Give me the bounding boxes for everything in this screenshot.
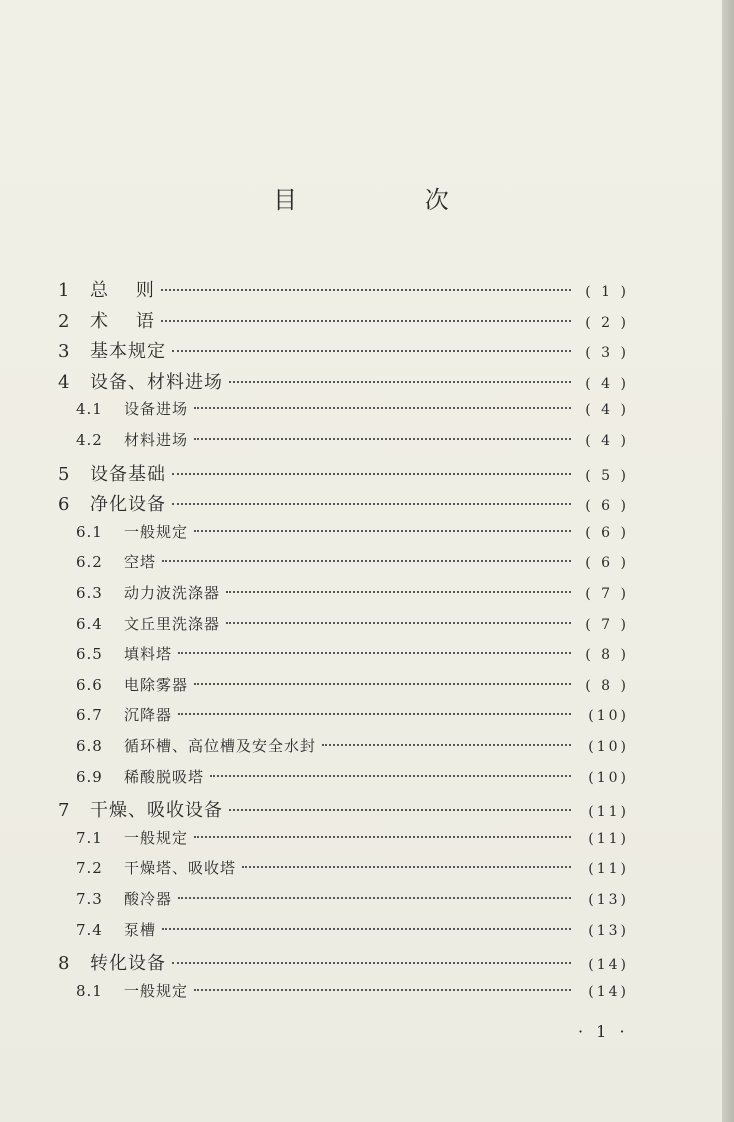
toc-entry-page: ( 4 ) [585, 433, 629, 449]
dot-leader [226, 591, 571, 593]
page-edge [722, 0, 734, 1122]
toc-entry[interactable] [76, 521, 629, 547]
toc-entry-number: 6.1 [76, 522, 103, 541]
toc-entry-label: 动力波洗涤器 [124, 584, 221, 602]
dot-leader [161, 289, 571, 291]
toc-entry[interactable] [76, 643, 629, 669]
toc-entry-page: ( 6 ) [585, 524, 629, 541]
toc-entry-label: 干燥、吸收设备 [90, 800, 223, 822]
dot-leader [226, 622, 571, 624]
toc-entry-label: 总 则 [90, 280, 155, 301]
dot-leader [162, 560, 571, 562]
toc-entry-page: ( 4 ) [585, 375, 629, 392]
toc-entry-page: ( 8 ) [585, 647, 629, 664]
dot-leader [229, 381, 571, 383]
toc-entry-label: 循环槽、高位槽及安全水封 [124, 737, 317, 755]
toc-entry-page: ( 4 ) [585, 402, 629, 419]
toc-entry[interactable] [58, 307, 629, 333]
toc-entry-number: 5 [58, 463, 70, 485]
toc-entry-label: 泵槽 [124, 920, 157, 939]
toc-entry-label: 一般规定 [124, 828, 189, 847]
toc-entry-number: 7.4 [76, 920, 103, 939]
toc-entry-label: 设备进场 [124, 400, 189, 419]
toc-entry-page: (11) [588, 830, 629, 847]
toc-entry-number: 4.1 [76, 400, 103, 419]
toc-entry-number: 6.2 [76, 553, 103, 572]
toc-entry-label: 稀酸脱吸塔 [124, 767, 205, 786]
dot-leader [178, 897, 571, 899]
dot-leader [162, 928, 571, 930]
toc-entry-number: 6.9 [76, 767, 103, 786]
toc-entry[interactable] [76, 613, 629, 639]
toc-entry-number: 6.6 [76, 675, 103, 694]
page-title: 目 次 [273, 186, 509, 214]
toc-entry-page: ( 1 ) [585, 284, 629, 300]
toc-entry-page: ( 8 ) [585, 677, 629, 694]
toc-entry[interactable] [76, 735, 629, 761]
dot-leader [194, 438, 571, 440]
toc-entry-label: 文丘里洗涤器 [124, 614, 221, 633]
toc-entry[interactable] [76, 857, 629, 883]
toc-entry-number: 7.3 [76, 890, 103, 908]
toc-entry-label: 术 语 [90, 310, 155, 332]
toc-entry-page: ( 2 ) [585, 314, 629, 331]
toc-entry-label: 设备、材料进场 [90, 371, 223, 393]
toc-entry-label: 设备基础 [90, 463, 166, 485]
dot-leader [242, 866, 571, 868]
dot-leader [194, 989, 571, 991]
toc-entry[interactable] [58, 276, 629, 302]
dot-leader [161, 320, 571, 322]
toc-entry-number: 6 [58, 494, 70, 516]
toc-entry-number: 1 [58, 280, 70, 301]
toc-entry-number: 8 [58, 953, 70, 975]
toc-entry[interactable] [76, 766, 629, 792]
dot-leader [172, 503, 571, 505]
dot-leader [194, 836, 571, 838]
toc-entry-number: 6.4 [76, 614, 103, 633]
page-number: · 1 · [578, 1022, 629, 1041]
toc-entry[interactable] [58, 337, 629, 363]
toc-entry[interactable] [76, 674, 629, 700]
dot-leader [172, 350, 571, 352]
dot-leader [172, 473, 571, 475]
toc-entry[interactable] [76, 980, 629, 1006]
toc-entry-label: 填料塔 [124, 645, 173, 664]
dot-leader [194, 530, 571, 532]
toc-entry-page: ( 6 ) [585, 555, 629, 572]
toc-entry-label: 一般规定 [124, 981, 189, 1000]
toc-entry[interactable] [58, 796, 629, 822]
dot-leader [322, 744, 571, 746]
toc-entry-label: 电除雾器 [124, 675, 189, 694]
toc-entry-number: 2 [58, 310, 70, 332]
toc-entry[interactable] [58, 368, 629, 394]
toc-entry-number: 6.3 [76, 584, 103, 602]
toc-entry-label: 净化设备 [90, 494, 166, 516]
toc-entry[interactable] [76, 827, 629, 853]
toc-entry-label: 材料进场 [124, 431, 189, 449]
toc-entry-page: ( 6 ) [585, 498, 629, 515]
toc-entry-page: (10) [588, 769, 629, 786]
toc-entry-number: 7.1 [76, 828, 103, 847]
toc-entry-label: 沉降器 [124, 706, 173, 725]
toc-entry-number: 7.2 [76, 859, 103, 878]
toc-entry[interactable] [76, 919, 629, 945]
toc-entry-number: 4.2 [76, 431, 103, 449]
toc-entry-label: 空塔 [124, 553, 157, 572]
toc-entry-page: (13) [588, 922, 629, 939]
toc-entry-number: 3 [58, 341, 70, 363]
toc-entry-page: (10) [588, 739, 629, 755]
toc-entry-number: 6.8 [76, 737, 103, 755]
toc-entry-page: (13) [588, 892, 629, 908]
toc-entry-page: (11) [588, 861, 629, 878]
toc-entry-label: 基本规定 [90, 341, 166, 363]
dot-leader [178, 713, 571, 715]
dot-leader [172, 962, 571, 964]
toc-entry-label: 一般规定 [124, 522, 189, 541]
dot-leader [194, 683, 571, 685]
toc-entry[interactable] [76, 429, 629, 455]
dot-leader [210, 775, 571, 777]
toc-entry-number: 6.5 [76, 645, 103, 664]
toc-entry-page: (10) [588, 708, 629, 725]
dot-leader [229, 809, 571, 811]
toc-entry-page: (11) [588, 804, 629, 821]
toc-entry[interactable] [76, 582, 629, 608]
toc-entry[interactable] [76, 888, 629, 914]
toc-entry[interactable] [58, 490, 629, 516]
toc-entry-label: 转化设备 [90, 953, 166, 975]
toc-entry-number: 6.7 [76, 706, 103, 725]
toc-entry-page: ( 3 ) [585, 345, 629, 362]
toc-entry-number: 8.1 [76, 981, 103, 1000]
toc-entry-page: ( 7 ) [585, 586, 629, 602]
toc-entry-number: 4 [58, 371, 70, 393]
toc-entry-page: ( 5 ) [585, 467, 629, 484]
toc-entry-number: 7 [58, 800, 70, 822]
toc-entry-label: 酸冷器 [124, 890, 173, 908]
toc-entry-label: 干燥塔、吸收塔 [124, 859, 237, 878]
toc-entry[interactable] [76, 551, 629, 577]
toc-entry-page: (14) [588, 983, 629, 1000]
dot-leader [178, 652, 571, 654]
toc-entry[interactable] [58, 460, 629, 486]
toc-entry[interactable] [76, 704, 629, 730]
toc-entry[interactable] [58, 949, 629, 975]
toc-entry[interactable] [76, 398, 629, 424]
dot-leader [194, 407, 571, 409]
toc-entry-page: (14) [588, 957, 629, 974]
toc-entry-page: ( 7 ) [585, 616, 629, 633]
